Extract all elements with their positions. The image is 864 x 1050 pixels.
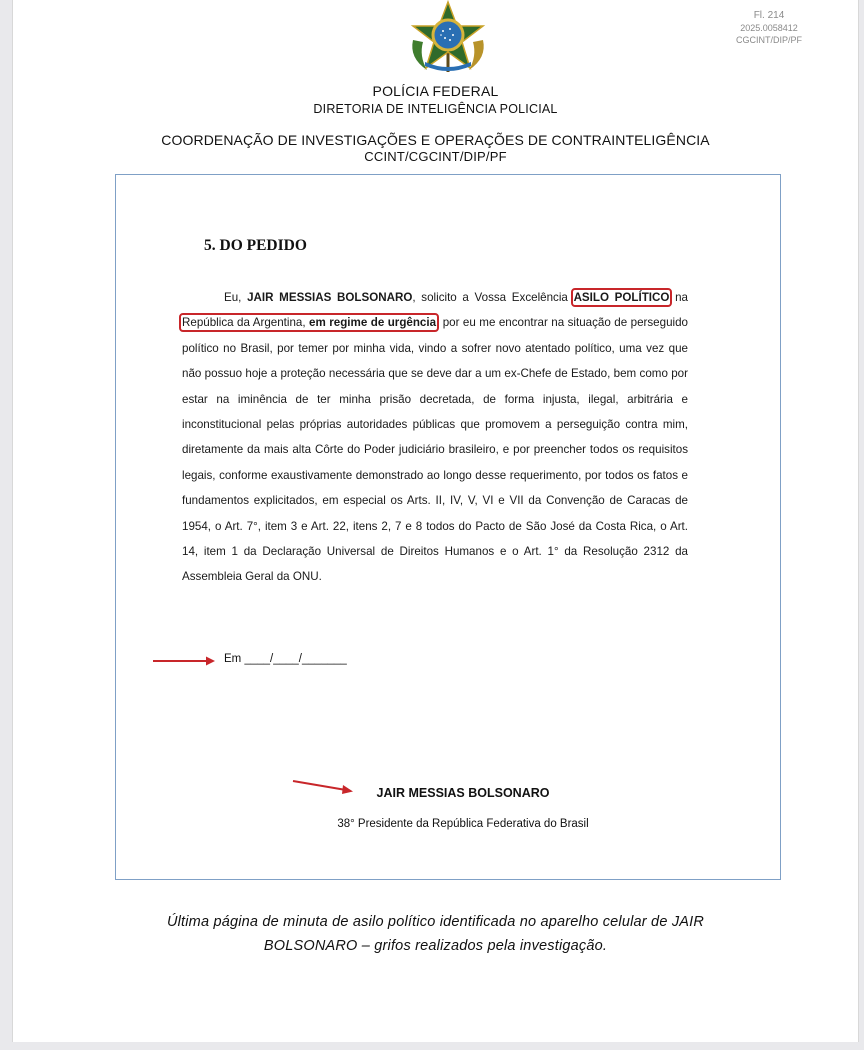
p-intro: Eu, bbox=[224, 291, 248, 304]
p-na: na bbox=[669, 291, 688, 304]
request-paragraph bbox=[182, 285, 688, 590]
highlight-argentina-text: República da Argentina, bbox=[182, 316, 310, 330]
process-number: 2025.0058412 bbox=[740, 23, 798, 33]
figure-caption bbox=[73, 910, 798, 958]
highlight-asylum bbox=[574, 291, 670, 304]
red-arrow-date-icon bbox=[152, 655, 216, 667]
folio-number: Fl. 214 bbox=[753, 10, 785, 21]
coordination-acronym: CCINT/CGCINT/DIP/PF bbox=[364, 149, 507, 164]
date-line: Em ____/____/_______ bbox=[224, 653, 347, 665]
document-page bbox=[12, 0, 859, 1042]
highlight-urgency-text: em regime de urgência bbox=[309, 316, 437, 330]
unit-code: CGCINT/DIP/PF bbox=[735, 35, 802, 45]
coordination-title: COORDENAÇÃO DE INVESTIGAÇÕES E OPERAÇÕES DE CONTRAINTELIGÊNCIA bbox=[161, 132, 710, 148]
embedded-document-frame bbox=[115, 174, 781, 880]
highlight-argentina bbox=[182, 316, 436, 329]
directorate-title: DIRETORIA DE INTELIGÊNCIA POLICIAL bbox=[313, 102, 558, 116]
agency-title: POLÍCIA FEDERAL bbox=[372, 83, 499, 99]
p-rest: , por eu me encontrar na situação de perseguido político no Brasil, por temer por minha vida, vindo a sofrer novo atentado político, uma vez que não possuo hoje a proteção necessária que se deve dar a um ex-Chefe de Estado, bem como por estar na iminência de ter minha prisão decretada, de forma injusta, ilegal, arbitrária e inconstitucional pelas próprias autoridades públicas que promovem a perseguição contra mim, diretamente da mais alta Côrte do Poder judiciário brasileiro, e por preencher todos os requisitos legais, conforme exaustivamente demonstrado ao longo desse requerimento, por todos os fatos e fundamentos explicitados, em especial os Arts. II, IV, V, VI e VII da Convenção de Caracas de 1954, o Art. 7°, item 3 e Art. 22, itens 2, 7 e 8 todos do Pacto de São José da Costa Rica, o Art. 14, item 1 da Declaração Universal de Direitos Humanos e o Art. 1° da Resolução 2312 da Assembleia Geral da ONU. bbox=[182, 316, 688, 584]
signatory-title: 38° Presidente da República Federativa do Brasil bbox=[337, 818, 589, 830]
p-name: JAIR MESSIAS BOLSONARO bbox=[247, 291, 413, 304]
section-title: 5. DO PEDIDO bbox=[204, 237, 307, 254]
p-request: , solicito a Vossa Excelência bbox=[412, 291, 574, 304]
signatory-name: JAIR MESSIAS BOLSONARO bbox=[376, 786, 550, 800]
caption-line-2: BOLSONARO – grifos realizados pela investigação. bbox=[263, 938, 608, 954]
coat-of-arms-icon bbox=[405, 0, 491, 74]
caption-line-1: Última página de minuta de asilo político identificada no aparelho celular de JAIR bbox=[166, 914, 705, 930]
reference-block bbox=[736, 10, 802, 46]
highlight-asylum-text: ASILO POLÍTICO bbox=[573, 291, 670, 304]
